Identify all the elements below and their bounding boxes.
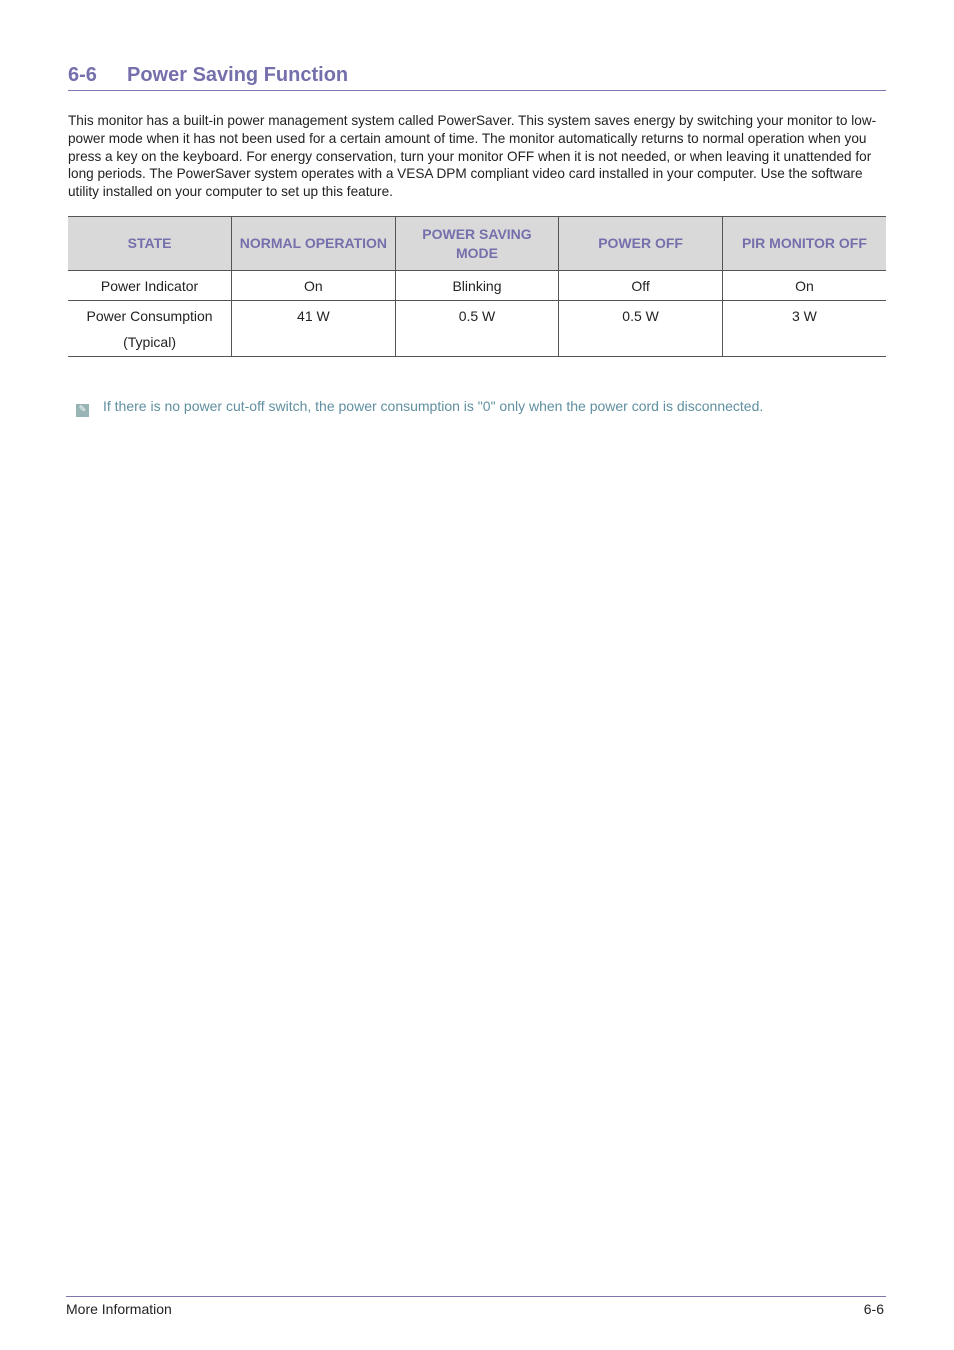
header-pir-monitor-off: PIR MONITOR OFF: [722, 217, 886, 271]
note-icon: ✎: [76, 404, 89, 417]
table-cell: On: [722, 271, 886, 301]
header-power-off: POWER OFF: [559, 217, 723, 271]
intro-paragraph: This monitor has a built-in power management system called PowerSaver. This system saves energy by switching your monitor to low-power mode when it has not been used for a certain amount of time. The monitor automatically returns to normal operation when you press a key on the keyboard. For energy conservation, turn your monitor OFF when it is not needed, or when leaving it unattended for long periods. The PowerSaver system operates with a VESA DPM compliant video card installed in your computer. Use the software utility installed on your computer to set up this feature.: [68, 113, 877, 200]
footer-section-name: More Information: [66, 1301, 172, 1317]
table-cell: Power Consumption (Typical): [68, 301, 232, 357]
header-power-saving-mode: POWER SAVING MODE: [395, 217, 559, 271]
header-state: STATE: [68, 217, 232, 271]
section-number: 6-6: [68, 64, 97, 86]
header-normal-operation: NORMAL OPERATION: [232, 217, 396, 271]
power-table: [68, 216, 886, 357]
footer-page-number: 6-6: [863, 1301, 884, 1317]
footer-divider: [66, 1296, 886, 1297]
table-cell: 0.5 W: [395, 301, 559, 357]
section-heading: [68, 62, 886, 91]
table-cell: 0.5 W: [559, 301, 723, 357]
table-cell: Blinking: [395, 271, 559, 301]
table-row: [68, 271, 886, 301]
note-text: If there is no power cut-off switch, the power consumption is "0" only when the power cord is disconnected.: [103, 398, 764, 414]
table-cell: Off: [559, 271, 723, 301]
table-header-row: [68, 217, 886, 271]
table-row: [68, 301, 886, 357]
table-cell: 3 W: [722, 301, 886, 357]
table-cell: 41 W: [232, 301, 396, 357]
table-cell: On: [232, 271, 396, 301]
table-cell: Power Indicator: [68, 271, 232, 301]
note: [76, 397, 886, 417]
section-title: Power Saving Function: [127, 64, 349, 86]
